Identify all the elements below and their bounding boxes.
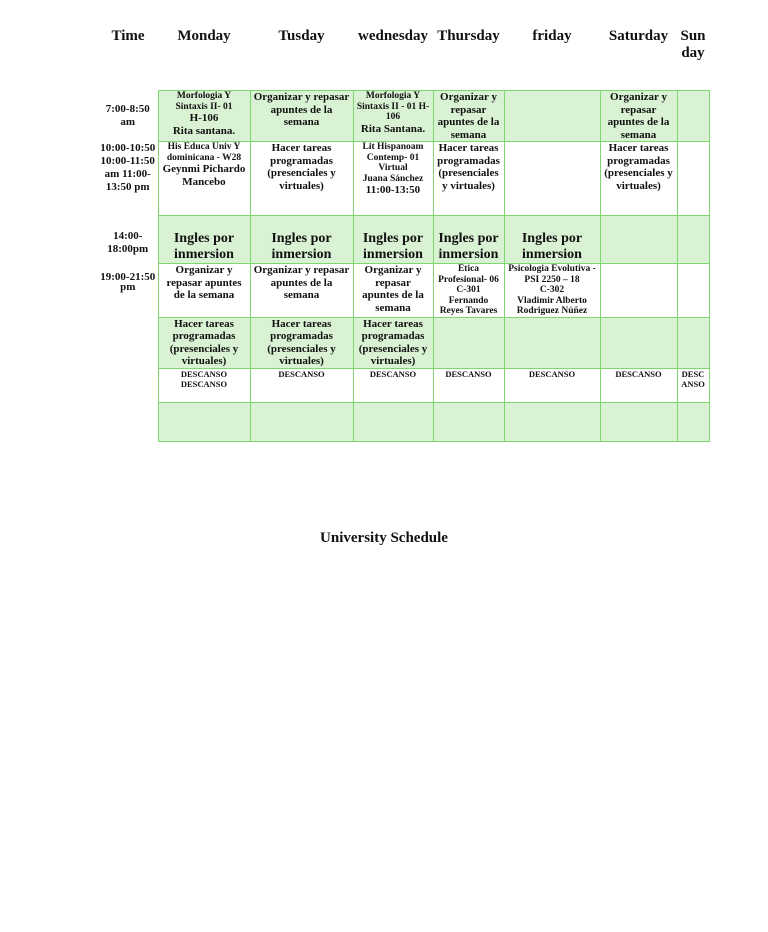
schedule-cell: Hacer tareas programadas (presenciales y virtuales) (250, 317, 353, 368)
header-time: Time (111, 28, 145, 44)
schedule-cell (504, 142, 600, 216)
time-cell (98, 368, 158, 402)
schedule-cell: Ingles por inmersion (158, 216, 250, 264)
schedule-cell (600, 216, 677, 264)
schedule-cell (677, 317, 709, 368)
schedule-cell (677, 216, 709, 264)
schedule-cell (433, 402, 504, 441)
schedule-cell: DESCANSO (600, 368, 677, 402)
schedule-cell (353, 91, 433, 142)
schedule-cell (600, 317, 677, 368)
cell-line: H-106 (189, 112, 219, 124)
schedule-cell (677, 264, 709, 318)
header-friday: friday (532, 28, 572, 44)
schedule-cell (158, 91, 250, 142)
schedule-cell (158, 402, 250, 441)
schedule-cell: Ingles por inmersion (250, 216, 353, 264)
schedule-cell (353, 402, 433, 441)
header-wednesday: wednesday (357, 28, 428, 44)
cell-line: Rita Santana. (360, 122, 426, 135)
header-monday: Monday (177, 28, 231, 44)
cell-line: 11:00-13:50 (365, 184, 421, 196)
cell-line: Virtual (378, 163, 408, 173)
cell-line: Rodriguez Núñez (516, 306, 588, 316)
schedule-cell: Organizar y repasar apuntes de la semana (250, 91, 353, 142)
cell-line: Profesional- 06 (438, 274, 499, 285)
schedule-cell: Organizar y repasar apuntes de la semana (250, 264, 353, 318)
schedule-cell (433, 264, 504, 318)
cell-line: Morfologia Y (365, 91, 421, 101)
schedule-cell: Hacer tareas programadas (presenciales y virtuales) (433, 142, 504, 216)
schedule-cell: Organizar y repasar apuntes de la semana (433, 91, 504, 142)
cell-line: Geynmi Pichardo Mancebo (162, 163, 246, 188)
time-cell (98, 402, 158, 441)
time-cell (98, 317, 158, 368)
schedule-cell (158, 142, 250, 216)
cell-line: dominicana - W28 (166, 152, 242, 163)
schedule-cell: Hacer tareas programadas (presenciales y virtuales) (353, 317, 433, 368)
schedule-cell: DESCANSO (433, 368, 504, 402)
schedule-cell (504, 317, 600, 368)
header-sunday: Sunday (680, 28, 706, 61)
cell-line: Sintaxis II - 01 H-106 (356, 101, 430, 122)
schedule-cell: Hacer tareas programadas (presenciales y virtuales) (158, 317, 250, 368)
schedule-cell: DESCANSO (677, 368, 709, 402)
schedule-cell (677, 402, 709, 441)
schedule-cell: DESCANSO (353, 368, 433, 402)
cell-line: Rita santana. (172, 124, 236, 137)
cell-line: C-302 (539, 285, 565, 295)
cell-line: PSI 2250 – 18 (524, 274, 580, 285)
table-row (98, 216, 709, 264)
table-row (98, 402, 709, 441)
cell-line: Juana Sánchez (362, 173, 424, 184)
schedule-cell (504, 264, 600, 318)
table-row (98, 368, 709, 402)
page-title: University Schedule (320, 530, 448, 546)
time-cell: 14:00-18:00pm (98, 216, 158, 264)
schedule-cell (600, 402, 677, 441)
table-row (98, 142, 709, 216)
schedule-cell: Ingles por inmersion (504, 216, 600, 264)
table-row (98, 317, 709, 368)
header-saturday: Saturday (608, 28, 669, 44)
schedule-table (98, 20, 710, 442)
schedule-cell (504, 91, 600, 142)
cell-line: His Educa Univ Y (167, 142, 241, 152)
cell-line: Contemp- 01 (366, 152, 420, 163)
header-tuesday: Tusday (278, 28, 325, 44)
cell-line: Ética (457, 264, 480, 274)
schedule-cell: Organizar y repasar apuntes de la semana (353, 264, 433, 318)
header-thursday: Thursday (437, 28, 500, 44)
schedule-cell (353, 142, 433, 216)
table-row (98, 91, 709, 142)
cell-line: Psicologia Evolutiva - (508, 264, 596, 274)
table-row (98, 264, 709, 318)
schedule-cell: Hacer tareas programadas (presenciales y virtuales) (600, 142, 677, 216)
schedule-cell: Hacer tareas programadas (presenciales y virtuales) (250, 142, 353, 216)
time-cell: 19:00-21:50 pm (98, 264, 158, 318)
time-cell: 10:00-10:50 10:00-11:50 am 11:00-13:50 pm (98, 142, 158, 216)
schedule-cell: Ingles por inmersion (433, 216, 504, 264)
schedule-cell (504, 402, 600, 441)
cell-line: Fernando (448, 295, 489, 306)
schedule-cell: Organizar y repasar apuntes de la semana (600, 91, 677, 142)
cell-line: Vladimir Alberto (517, 295, 587, 306)
schedule-cell: DESCANSO DESCANSO (158, 368, 250, 402)
time-cell: 7:00-8:50 am (98, 91, 158, 142)
cell-line: Lit Hispanoam (362, 142, 424, 152)
header-row (98, 20, 709, 91)
schedule-cell: Ingles por inmersion (353, 216, 433, 264)
cell-line: Sintaxis II- 01 (175, 101, 233, 112)
schedule-cell: Organizar y repasar apuntes de la semana (158, 264, 250, 318)
schedule-cell (250, 402, 353, 441)
schedule-cell: DESCANSO (504, 368, 600, 402)
schedule-cell: DESCANSO (250, 368, 353, 402)
cell-line: Morfologia Y (176, 91, 232, 101)
cell-line: C-301 (456, 285, 481, 295)
schedule-cell (677, 91, 709, 142)
cell-line: Reyes Tavares (439, 306, 498, 316)
schedule-cell (433, 317, 504, 368)
schedule-cell (677, 142, 709, 216)
schedule-cell (600, 264, 677, 318)
